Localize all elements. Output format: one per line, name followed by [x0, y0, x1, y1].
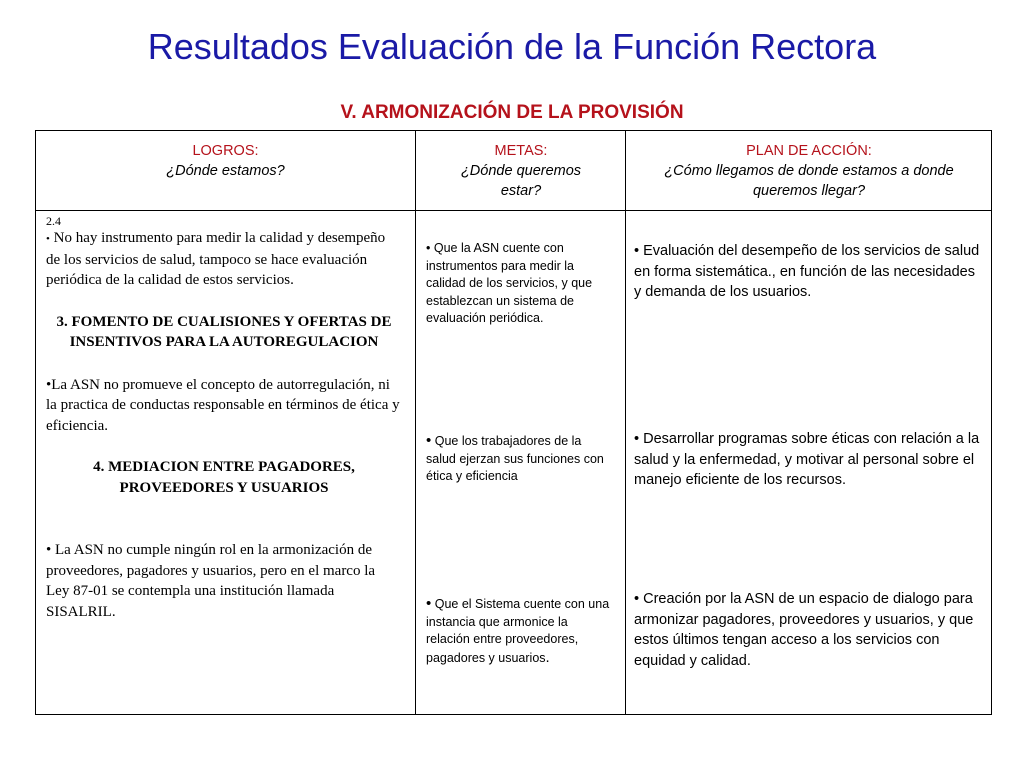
section-heading-3: 3. FOMENTO DE CUALISIONES Y OFERTAS DE INSENTIVOS PARA LA AUTOREGULACION	[56, 313, 392, 350]
logros-cell	[46, 214, 402, 622]
header-question: ¿Dónde estamos?	[166, 163, 285, 179]
header-question: ¿Dónde queremos estar?	[460, 163, 582, 199]
meta-1: • Que la ASN cuente con instrumentos para medir la calidad de los servicios, y que establezcan un sistema de evaluación periódica.	[426, 241, 593, 325]
column-divider	[415, 131, 416, 714]
logros-bullet-2: •La ASN no promueve el concepto de autorregulación, ni la practica de conductas responsable en términos de ética y eficiencia.	[46, 376, 400, 434]
header-logros	[36, 141, 415, 181]
header-label: PLAN DE ACCIÓN:	[746, 143, 872, 159]
meta-2: • Que los trabajadores de la salud ejerzan sus funciones con ética y eficiencia	[426, 432, 604, 483]
meta-3: • Que el Sistema cuente con una instancia que armonice la relación entre proveedores, pagadores y usuarios.	[426, 595, 610, 666]
header-label: LOGROS:	[192, 143, 259, 159]
column-divider	[625, 131, 626, 714]
plan-1: • Evaluación del desempeño de los servicios de salud en forma sistemática., en función de las necesidades y demanda de los usuarios.	[634, 243, 980, 300]
logros-bullet-1: • No hay instrumento para medir la calidad y desempeño de los servicios de salud, tampoco se hace evaluación periódica de la calidad de estos servicios.	[46, 230, 386, 288]
results-table	[35, 130, 992, 715]
item-number: 2.4	[46, 214, 61, 228]
header-question: ¿Cómo llegamos de donde estamos a donde queremos llegar?	[664, 163, 954, 199]
plan-2: • Desarrollar programas sobre éticas con relación a la salud y la enfermedad, y motivar al personal sobre el manejo eficiente de los recursos.	[634, 431, 980, 488]
header-divider	[36, 210, 991, 211]
section-heading-4: 4. MEDIACION ENTRE PAGADORES, PROVEEDORES Y USUARIOS	[93, 459, 355, 496]
section-subtitle: V. ARMONIZACIÓN DE LA PROVISIÓN	[340, 102, 684, 123]
logros-bullet-3: • La ASN no cumple ningún rol en la armonización de proveedores, pagadores y usuarios, pero en el marco la Ley 87-01 se contempla una institución llamada SISALRIL.	[46, 542, 376, 620]
header-label: METAS:	[494, 143, 548, 159]
header-metas	[441, 141, 601, 201]
slide-title: Resultados Evaluación de la Función Rectora	[147, 26, 877, 67]
header-plan	[631, 141, 987, 201]
plan-3: • Creación por la ASN de un espacio de dialogo para armonizar pagadores, proveedores y usuarios, y que estos últimos tengan acceso a los servicios con equidad y calidad.	[634, 591, 974, 669]
